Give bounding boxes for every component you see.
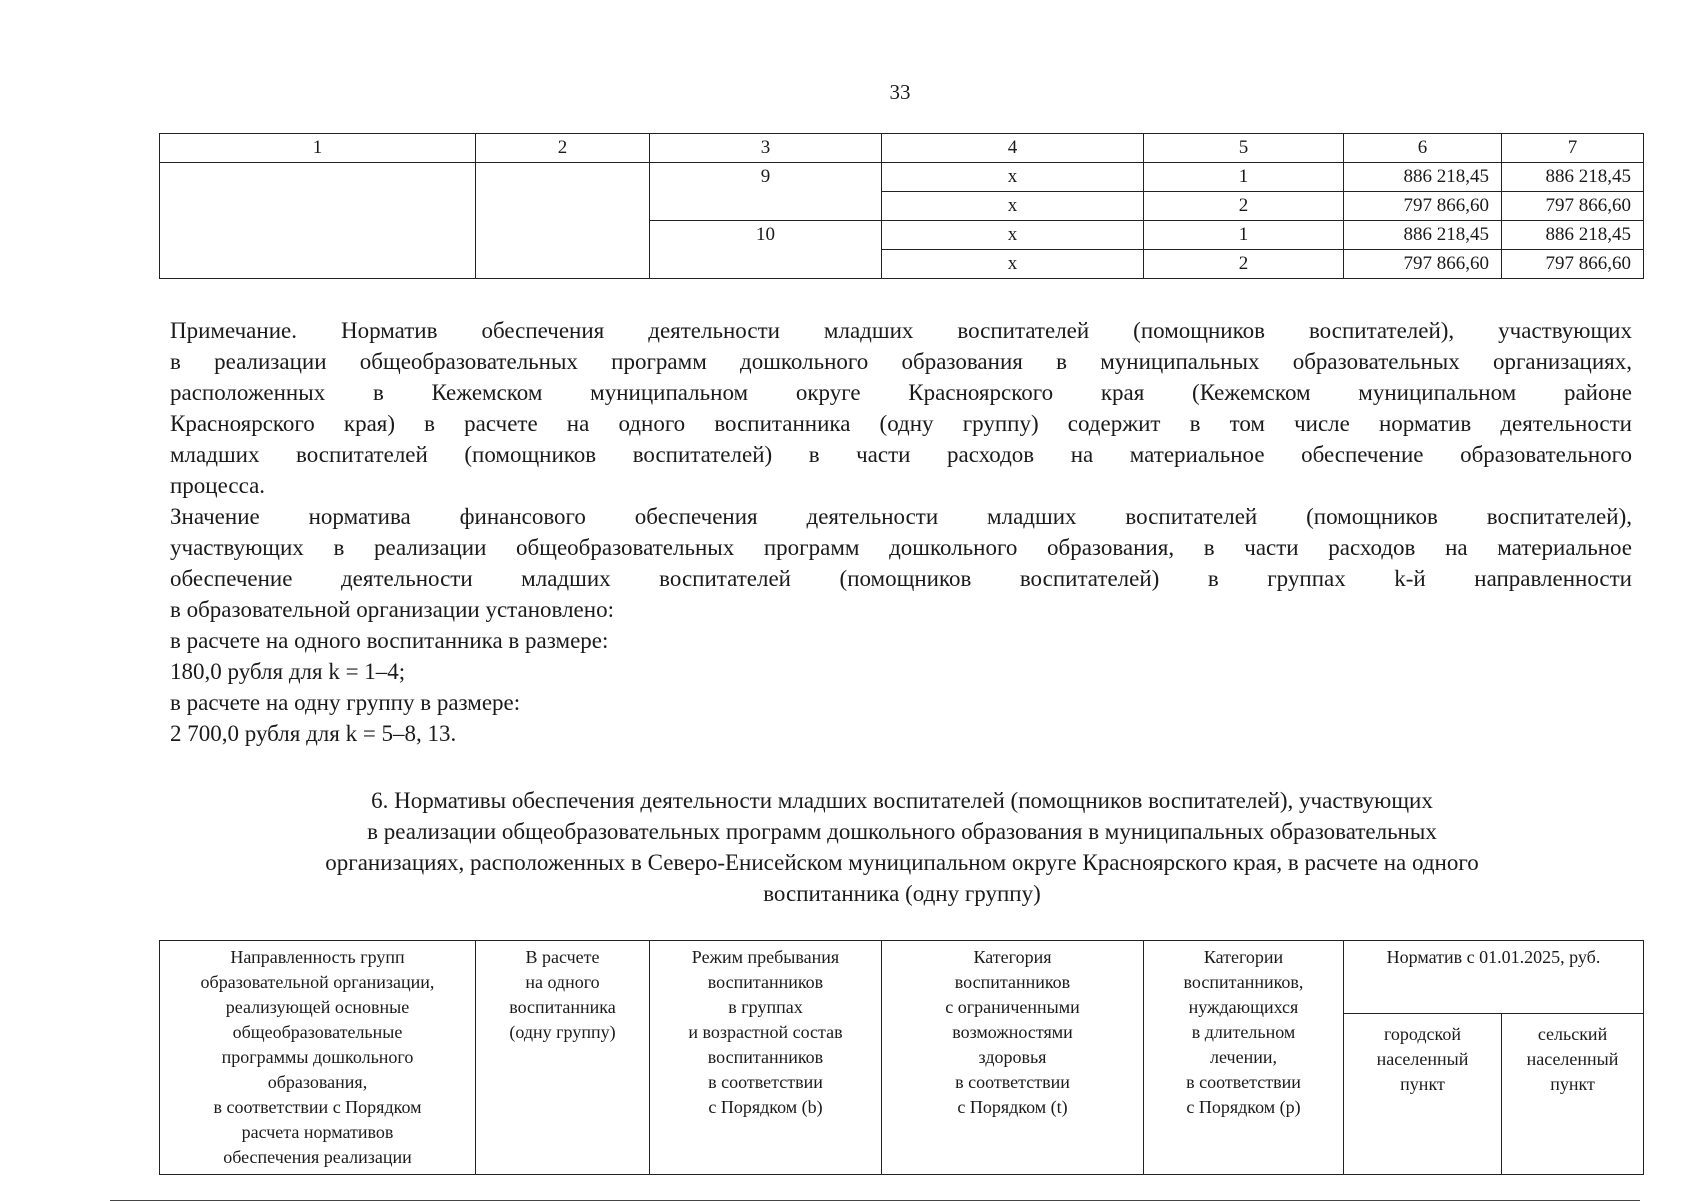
header-line: возможностями <box>952 1022 1073 1042</box>
column-number-4: 4 <box>882 134 1144 163</box>
norm-rural-cell: 797 866,60 <box>1502 250 1644 279</box>
table-cell: 2 <box>1144 192 1344 221</box>
header-line: Направленность групп <box>230 947 405 967</box>
top-table <box>159 133 1644 279</box>
note-line: в расчете на одну группу в размере: <box>170 690 521 715</box>
header-line: образовательной организации, <box>200 972 435 992</box>
header-norm: Норматив с 01.01.2025, руб. <box>1344 941 1644 1014</box>
note-line: Значение норматива финансового обеспечения деятельности младших воспитателей (помощников воспитателей), <box>170 504 1632 529</box>
header-line: с ограниченными <box>945 997 1080 1017</box>
header-line: в группах <box>728 997 803 1017</box>
table-cell: x <box>882 221 1144 250</box>
norm-urban-cell: 797 866,60 <box>1344 250 1502 279</box>
header-line: обеспечения реализации <box>223 1147 412 1167</box>
column-number-5: 5 <box>1144 134 1344 163</box>
header-line: Категория <box>973 947 1052 967</box>
section-heading-line: организациях, расположенных в Северо-Енисейском муниципальном округе Красноярского края, в расчете на одного <box>325 850 1479 875</box>
header-rural <box>1502 1014 1644 1175</box>
section-heading-line: 6. Нормативы обеспечения деятельности младших воспитателей (помощников воспитателей), участвующих <box>371 788 1433 813</box>
header-line: реализующей основные <box>225 997 410 1017</box>
table-cell: 1 <box>1144 163 1344 192</box>
table-cell: x <box>882 250 1144 279</box>
section-heading <box>160 785 1644 909</box>
header-line: с Порядком (p) <box>1186 1097 1301 1117</box>
column-number-2: 2 <box>476 134 650 163</box>
note-line: в образовательной организации установлено: <box>170 597 614 622</box>
header-per-pupil <box>476 941 650 1175</box>
header-line: в соответствии с Порядком <box>213 1097 422 1117</box>
header-line: расчета нормативов <box>241 1122 394 1142</box>
norm-urban-cell: 886 218,45 <box>1344 221 1502 250</box>
header-line: в соответствии <box>1186 1072 1301 1092</box>
header-line: населенный <box>1376 1049 1469 1069</box>
norm-urban-cell: 797 866,60 <box>1344 192 1502 221</box>
header-urban <box>1344 1014 1502 1175</box>
header-line: с Порядком (t) <box>957 1097 1068 1117</box>
header-line: программы дошкольного <box>221 1047 414 1067</box>
header-line: населенный <box>1526 1049 1619 1069</box>
header-line: воспитанника <box>509 997 616 1017</box>
norm-rural-cell: 797 866,60 <box>1502 192 1644 221</box>
header-line: общеобразовательные <box>232 1022 403 1042</box>
note-line: Красноярского края) в расчете на одного воспитанника (одну группу) содержит в том числе норматив деятельности <box>170 411 1632 436</box>
note-line: обеспечение деятельности младших воспитателей (помощников воспитателей) в группах k-й направленности <box>170 566 1632 591</box>
header-line: на одного <box>525 972 600 992</box>
header-line: и возрастной состав <box>688 1022 843 1042</box>
norm-rural-cell: 886 218,45 <box>1502 163 1644 192</box>
note-line: в расчете на одного воспитанника в размере: <box>170 628 609 653</box>
header-long-treatment <box>1144 941 1344 1175</box>
header-line: в длительном <box>1191 1022 1296 1042</box>
header-line: городской <box>1383 1024 1462 1044</box>
bottom-table-header-row <box>160 941 1644 1014</box>
header-line: воспитанников, <box>1183 972 1304 992</box>
header-line: нуждающихся <box>1188 997 1299 1017</box>
norm-rural-cell: 886 218,45 <box>1502 221 1644 250</box>
header-line: в соответствии <box>955 1072 1070 1092</box>
note-line: 2 700,0 рубля для k = 5–8, 13. <box>170 721 457 746</box>
header-line: воспитанников <box>707 1047 824 1067</box>
page-number: 33 <box>889 80 911 104</box>
section-heading-line: в реализации общеобразовательных программ дошкольного образования в муниципальных образовательных <box>367 819 1437 844</box>
table-cell: x <box>882 163 1144 192</box>
section-heading-line: воспитанника (одну группу) <box>763 881 1041 906</box>
header-line: с Порядком (b) <box>708 1097 823 1117</box>
header-line: Режим пребывания <box>691 947 840 967</box>
column-number-7: 7 <box>1502 134 1644 163</box>
note-line: младших воспитателей (помощников воспитателей) в части расходов на материальное обеспечение образовательного <box>170 442 1632 467</box>
empty-cell <box>476 163 650 279</box>
norm-urban-cell: 886 218,45 <box>1344 163 1502 192</box>
header-line: образования, <box>267 1072 368 1092</box>
column-number-1: 1 <box>160 134 476 163</box>
header-line: в соответствии <box>708 1072 823 1092</box>
table-cell: 1 <box>1144 221 1344 250</box>
header-group-direction <box>160 941 476 1175</box>
header-disability-category <box>882 941 1144 1175</box>
note-line: 180,0 рубля для k = 1–4; <box>170 659 406 684</box>
note-line: расположенных в Кежемском муниципальном округе Красноярского края (Кежемском муниципальном районе <box>170 380 1632 405</box>
header-line: сельский <box>1537 1024 1608 1044</box>
header-line: лечении, <box>1210 1047 1277 1067</box>
note-block <box>170 315 1632 749</box>
bottom-table <box>159 940 1644 1175</box>
column-number-6: 6 <box>1344 134 1502 163</box>
table-cell: 2 <box>1144 250 1344 279</box>
header-line: воспитанников <box>707 972 824 992</box>
header-line: воспитанников <box>954 972 1071 992</box>
header-line: здоровья <box>978 1047 1047 1067</box>
header-stay-mode <box>650 941 882 1175</box>
note-line: в реализации общеобразовательных программ дошкольного образования в муниципальных образовательных организациях, <box>170 349 1632 374</box>
column-number-3: 3 <box>650 134 882 163</box>
group-number-cell: 9 <box>650 163 882 221</box>
group-number-cell: 10 <box>650 221 882 279</box>
header-line: В расчете <box>525 947 600 967</box>
header-line: (одну группу) <box>509 1022 616 1042</box>
header-line: Категории <box>1203 947 1284 967</box>
note-line: участвующих в реализации общеобразовательных программ дошкольного образования, в части расходов на материальное <box>170 535 1632 560</box>
top-table-header-row <box>160 134 1644 163</box>
note-line: процесса. <box>170 473 266 498</box>
note-line: Примечание. Норматив обеспечения деятельности младших воспитателей (помощников воспитателей), участвующих <box>170 318 1632 343</box>
empty-cell <box>160 163 476 279</box>
table-cell: x <box>882 192 1144 221</box>
header-line: пункт <box>1550 1074 1595 1094</box>
table-row <box>160 163 1644 192</box>
header-line: пункт <box>1400 1074 1445 1094</box>
